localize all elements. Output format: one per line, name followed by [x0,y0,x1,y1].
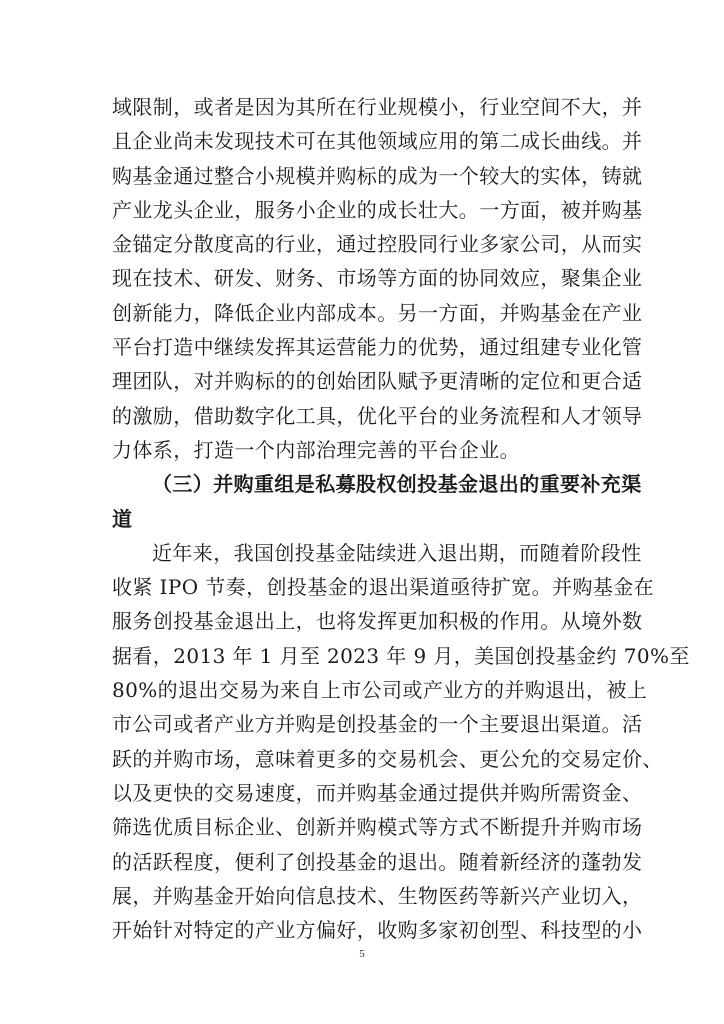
paragraph-line: 的活跃程度，便利了创投基金的退出。随着新经济的蓬勃发 [112,849,643,874]
paragraph-line: 跃的并购市场，意味着更多的交易机会、更公允的交易定价、 [112,746,663,771]
paragraph-line: 创新能力，降低企业内部成本。另一方面，并购基金在产业 [112,300,643,325]
paragraph-line: 力体系，打造一个内部治理完善的平台企业。 [112,437,520,462]
paragraph-line: 收紧 IPO 节奏，创投基金的退出渠道亟待扩宽。并购基金在 [112,575,655,600]
paragraph-line: 金锚定分散度高的行业，通过控股同行业多家公司，从而实 [112,232,643,257]
paragraph-line: 购基金通过整合小规模并购标的成为一个较大的实体，铸就 [112,163,643,188]
paragraph-line: 现在技术、研发、财务、市场等方面的协同效应，聚集企业 [112,266,643,291]
section-heading-continued: 道 [112,506,133,531]
paragraph-line: 且企业尚未发现技术可在其他领域应用的第二成长曲线。并 [112,129,643,154]
paragraph-line: 展，并购基金开始向信息技术、生物医药等新兴产业切入， [112,883,643,908]
paragraph-line: 80%的退出交易为来自上市公司或产业方的并购退出，被上 [112,678,648,703]
paragraph-line: 服务创投基金退出上，也将发挥更加积极的作用。从境外数 [112,609,643,634]
paragraph-line: 以及更快的交易速度，而并购基金通过提供并购所需资金、 [112,780,643,805]
paragraph-line: 的激励，借助数字化工具，优化平台的业务流程和人才领导 [112,403,643,428]
paragraph-line: 域限制，或者是因为其所在行业规模小，行业空间不大，并 [112,95,643,119]
paragraph-line: 市公司或者产业方并购是创投基金的一个主要退出渠道。活 [112,712,643,737]
paragraph-line: 据看，2013 年 1 月至 2023 年 9 月，美国创投基金约 70%至 [112,643,690,668]
paragraph-line: 近年来，我国创投基金陆续进入退出期，而随着阶段性 [152,540,642,565]
body-text [112,90,690,947]
paragraph-line: 理团队，对并购标的的创始团队赋予更清晰的定位和更合适 [112,369,643,394]
page-number: 5 [359,948,365,960]
section-heading: （三）并购重组是私募股权创投基金退出的重要补充渠 [152,472,642,497]
paragraph-line: 开始针对特定的产业方偏好，收购多家初创型、科技型的小 [112,918,643,943]
paragraph-line: 产业龙头企业，服务小企业的成长壮大。一方面，被并购基 [112,197,643,222]
paragraph-line: 平台打造中继续发挥其运营能力的优势，通过组建专业化管 [112,335,643,360]
paragraph-line: 筛选优质目标企业、创新并购模式等方式不断提升并购市场 [112,815,643,840]
